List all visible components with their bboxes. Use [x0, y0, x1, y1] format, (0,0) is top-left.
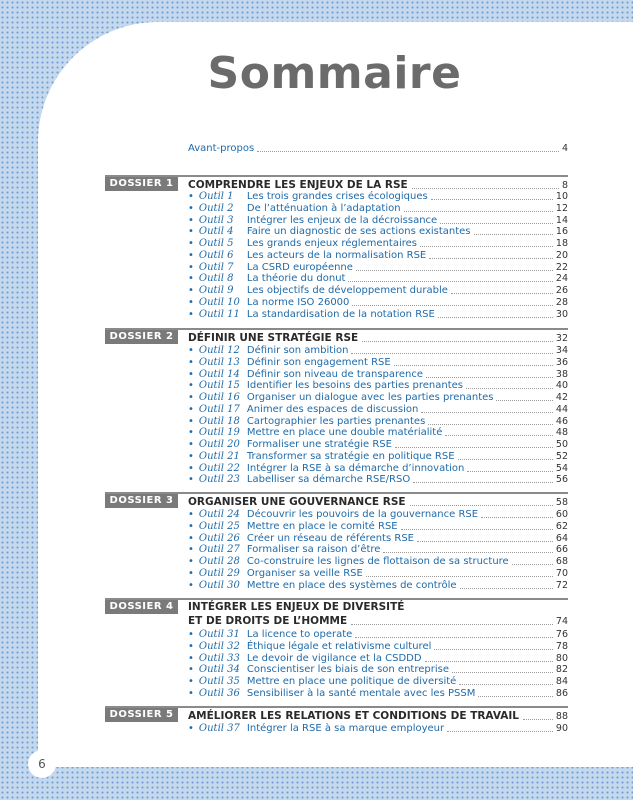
- toc-entry[interactable]: [188, 688, 568, 700]
- leader-dots: [257, 151, 559, 152]
- outil-label: Outil 15: [198, 380, 240, 392]
- intro-entry[interactable]: [188, 143, 568, 155]
- leader-dots: [434, 649, 553, 650]
- bullet-icon: •: [188, 214, 194, 226]
- leader-dots: [352, 305, 553, 306]
- entry-page: 54: [555, 462, 568, 474]
- outil-label: Outil 30: [198, 579, 240, 591]
- outil-label: Outil 11: [198, 308, 240, 320]
- entry-label: Formaliser sa raison d’être: [246, 544, 381, 556]
- outil-label: Outil 37: [198, 723, 240, 734]
- entry-label: Les acteurs de la normalisation RSE: [246, 249, 427, 261]
- leader-dots: [438, 317, 553, 318]
- dossier-badge: DOSSIER 2: [105, 330, 178, 344]
- toc-entry[interactable]: [188, 533, 568, 545]
- entry-page: 48: [555, 427, 568, 439]
- toc-entry[interactable]: [188, 521, 568, 533]
- entry-label: Éthique légale et relativisme culturel: [246, 640, 432, 652]
- leader-dots: [420, 246, 553, 247]
- intro-label: Avant-propos: [188, 143, 255, 154]
- entry-page: 62: [555, 520, 568, 532]
- entry-page: 14: [555, 214, 568, 226]
- outil-label: Outil 36: [198, 687, 240, 699]
- entry-page: 42: [555, 392, 568, 403]
- bullet-icon: •: [188, 664, 194, 676]
- dossier-title[interactable]: [188, 178, 568, 192]
- bullet-icon: •: [188, 509, 194, 520]
- bullet-icon: •: [188, 191, 194, 202]
- outil-label: Outil 6: [198, 249, 234, 261]
- toc-entry[interactable]: [188, 250, 568, 262]
- outil-label: Outil 13: [198, 356, 240, 368]
- entry-label: Découvrir les pouvoirs de la gouvernance RSE: [246, 509, 479, 520]
- bullet-icon: •: [188, 652, 194, 664]
- bullet-icon: •: [188, 238, 194, 249]
- dossier-page: 58: [555, 497, 568, 508]
- leader-dots: [426, 377, 553, 378]
- outil-label: Outil 35: [198, 676, 240, 687]
- entry-label: Organiser sa veille RSE: [246, 567, 363, 579]
- dossier-title-line: INTÉGRER LES ENJEUX DE DIVERSITÉ: [188, 601, 405, 613]
- toc-entry[interactable]: [188, 203, 568, 215]
- outil-label: Outil 23: [198, 474, 240, 486]
- outil-label: Outil 20: [198, 439, 240, 450]
- leader-dots: [362, 341, 553, 342]
- entry-label: Transformer sa stratégie en politique RSE: [246, 450, 455, 462]
- entry-page: 22: [555, 261, 568, 273]
- toc-entry[interactable]: [188, 285, 568, 297]
- toc-entry[interactable]: [188, 427, 568, 439]
- outil-label: Outil 14: [198, 368, 240, 380]
- outil-label: Outil 17: [198, 403, 240, 415]
- entry-page: 70: [555, 567, 568, 579]
- leader-dots: [356, 270, 553, 271]
- leader-dots: [355, 637, 553, 638]
- entry-label: La théorie du donut: [246, 273, 346, 285]
- leader-dots: [459, 684, 553, 685]
- page-number: 6: [28, 750, 56, 778]
- entry-page: 60: [555, 509, 568, 520]
- toc-entry[interactable]: [188, 309, 568, 321]
- entry-label: Mettre en place des systèmes de contrôle: [246, 579, 457, 591]
- bullet-icon: •: [188, 532, 194, 544]
- entry-label: Définir son niveau de transparence: [246, 368, 424, 380]
- entry-label: La CSRD européenne: [246, 261, 353, 273]
- bullet-icon: •: [188, 226, 194, 238]
- entry-page: 44: [555, 403, 568, 415]
- outil-label: Outil 28: [198, 556, 240, 567]
- entry-page: 86: [555, 687, 568, 699]
- toc-entry[interactable]: [188, 723, 568, 735]
- entry-label: Conscientiser les biais de son entreprise: [246, 664, 449, 676]
- outil-label: Outil 34: [198, 664, 240, 676]
- toc-entry[interactable]: [188, 238, 568, 250]
- dossier-badge: DOSSIER 1: [105, 177, 178, 191]
- dossier-badge: DOSSIER 3: [105, 494, 178, 508]
- entry-label: Faire un diagnostic de ses actions existantes: [246, 226, 471, 238]
- leader-dots: [466, 388, 553, 389]
- entry-label: Organiser un dialogue avec les parties prenantes: [246, 392, 494, 403]
- entry-page: 20: [555, 249, 568, 261]
- entry-page: 28: [555, 296, 568, 308]
- toc-entry[interactable]: [188, 664, 568, 676]
- toc-entry[interactable]: [188, 215, 568, 227]
- dossier-badge: DOSSIER 4: [105, 600, 178, 614]
- toc-entry[interactable]: [188, 226, 568, 238]
- entry-label: Créer un réseau de référents RSE: [246, 532, 414, 544]
- leader-dots: [383, 552, 552, 553]
- toc-entry[interactable]: [188, 556, 568, 568]
- entry-label: Les objectifs de développement durable: [246, 285, 448, 296]
- leader-dots: [481, 517, 553, 518]
- entry-label: Animer des espaces de discussion: [246, 403, 419, 415]
- entry-page: 40: [555, 380, 568, 392]
- entry-page: 72: [555, 579, 568, 591]
- leader-dots: [445, 435, 553, 436]
- entry-label: Formaliser une stratégie RSE: [246, 439, 392, 450]
- outil-label: Outil 4: [198, 226, 234, 238]
- leader-dots: [440, 223, 553, 224]
- entry-label: Les grands enjeux réglementaires: [246, 238, 417, 249]
- entry-page: 68: [555, 556, 568, 567]
- outil-label: Outil 9: [198, 285, 234, 296]
- outil-label: Outil 10: [198, 296, 240, 308]
- leader-dots: [413, 482, 553, 483]
- outil-label: Outil 27: [198, 544, 240, 556]
- bullet-icon: •: [188, 723, 194, 734]
- entry-label: La norme ISO 26000: [246, 296, 350, 308]
- toc-entry[interactable]: [188, 676, 568, 688]
- entry-page: 34: [555, 345, 568, 356]
- entry-page: 64: [555, 532, 568, 544]
- dossier-title[interactable]: [188, 614, 568, 628]
- leader-dots: [460, 588, 553, 589]
- bullet-icon: •: [188, 403, 194, 415]
- bullet-icon: •: [188, 676, 194, 687]
- leader-dots: [395, 447, 553, 448]
- bullet-icon: •: [188, 356, 194, 368]
- dossier-title[interactable]: [188, 331, 568, 345]
- leader-dots: [496, 400, 552, 401]
- bullet-icon: •: [188, 567, 194, 579]
- leader-dots: [523, 719, 553, 720]
- leader-dots: [421, 412, 553, 413]
- outil-label: Outil 7: [198, 261, 234, 273]
- bullet-icon: •: [188, 520, 194, 532]
- dossier-page: 88: [555, 711, 568, 722]
- entry-page: 90: [555, 723, 568, 734]
- outil-label: Outil 19: [198, 427, 240, 439]
- entry-page: 36: [555, 356, 568, 368]
- leader-dots: [451, 293, 553, 294]
- entry-label: Labelliser sa démarche RSE/RSO: [246, 474, 411, 486]
- leader-dots: [425, 661, 553, 662]
- entry-page: 56: [555, 474, 568, 486]
- leader-dots: [452, 672, 553, 673]
- toc-entry[interactable]: [188, 641, 568, 653]
- entry-page: 24: [555, 273, 568, 285]
- outil-label: Outil 16: [198, 392, 240, 403]
- entry-page: 52: [555, 450, 568, 462]
- leader-dots: [412, 188, 559, 189]
- bullet-icon: •: [188, 368, 194, 380]
- bullet-icon: •: [188, 345, 194, 356]
- entry-label: Mettre en place une double matérialité: [246, 427, 443, 439]
- outil-label: Outil 31: [198, 629, 240, 640]
- entry-page: 26: [555, 285, 568, 296]
- entry-page: 84: [555, 676, 568, 687]
- outil-label: Outil 18: [198, 415, 240, 427]
- entry-label: Co-construire les lignes de flottaison de sa structure: [246, 556, 509, 567]
- bullet-icon: •: [188, 308, 194, 320]
- bullet-icon: •: [188, 427, 194, 439]
- dossier-page: 74: [555, 616, 568, 627]
- toc-entry[interactable]: [188, 262, 568, 274]
- leader-dots: [474, 234, 553, 235]
- bullet-icon: •: [188, 296, 194, 308]
- toc-entry[interactable]: [188, 416, 568, 428]
- leader-dots: [431, 199, 553, 200]
- dossier-title-text: AMÉLIORER LES RELATIONS ET CONDITIONS DE TRAVAIL: [188, 710, 519, 722]
- entry-page: 66: [555, 544, 568, 556]
- outil-label: Outil 29: [198, 567, 240, 579]
- toc-entry[interactable]: [188, 380, 568, 392]
- bullet-icon: •: [188, 392, 194, 403]
- toc-entry[interactable]: [188, 544, 568, 556]
- entry-label: Mettre en place une politique de diversité: [246, 676, 457, 687]
- toc-entry[interactable]: [188, 297, 568, 309]
- bullet-icon: •: [188, 415, 194, 427]
- toc-entry[interactable]: [188, 451, 568, 463]
- leader-dots: [410, 505, 553, 506]
- toc-entry[interactable]: [188, 474, 568, 486]
- leader-dots: [348, 281, 552, 282]
- toc-entry[interactable]: [188, 463, 568, 475]
- dossier-title-text: ORGANISER UNE GOUVERNANCE RSE: [188, 496, 406, 508]
- toc-entry[interactable]: [188, 369, 568, 381]
- bullet-icon: •: [188, 462, 194, 474]
- dossier-title-text: ET DE DROITS DE L’HOMME: [188, 615, 348, 627]
- entry-label: La standardisation de la notation RSE: [246, 308, 435, 320]
- intro-page: 4: [561, 143, 568, 154]
- toc-entry[interactable]: [188, 439, 568, 451]
- toc-entry[interactable]: [188, 191, 568, 203]
- entry-label: Intégrer les enjeux de la décroissance: [246, 214, 438, 226]
- entry-label: La licence to operate: [246, 629, 353, 640]
- entry-page: 80: [555, 652, 568, 664]
- dossier-title[interactable]: [188, 495, 568, 509]
- toc-entry[interactable]: [188, 357, 568, 369]
- toc-entry[interactable]: [188, 509, 568, 521]
- dossier-title[interactable]: [188, 709, 568, 723]
- leader-dots: [404, 211, 553, 212]
- outil-label: Outil 12: [198, 345, 240, 356]
- bullet-icon: •: [188, 202, 194, 214]
- outil-label: Outil 32: [198, 640, 240, 652]
- dossier-title-text: COMPRENDRE LES ENJEUX DE LA RSE: [188, 179, 408, 191]
- entry-page: 10: [555, 191, 568, 202]
- entry-page: 82: [555, 664, 568, 676]
- entry-label: Sensibiliser à la santé mentale avec les PSSM: [246, 687, 476, 699]
- outil-label: Outil 8: [198, 273, 234, 285]
- toc-entry[interactable]: [188, 273, 568, 285]
- outil-label: Outil 3: [198, 214, 234, 226]
- leader-dots: [351, 624, 553, 625]
- entry-page: 12: [555, 202, 568, 214]
- entry-label: Le devoir de vigilance et la CSDDD: [246, 652, 422, 664]
- dossier-page: 8: [561, 180, 568, 191]
- bullet-icon: •: [188, 249, 194, 261]
- leader-dots: [417, 541, 553, 542]
- entry-label: De l’atténuation à l’adaptation: [246, 202, 401, 214]
- outil-label: Outil 24: [198, 509, 240, 520]
- entry-page: 46: [555, 415, 568, 427]
- dossier-badge: DOSSIER 5: [105, 708, 178, 722]
- entry-label: Intégrer la RSE à sa marque employeur: [246, 723, 445, 734]
- entry-page: 76: [555, 629, 568, 640]
- outil-label: Outil 2: [198, 202, 234, 214]
- entry-label: Cartographier les parties prenantes: [246, 415, 426, 427]
- entry-page: 78: [555, 640, 568, 652]
- page-title: Sommaire: [207, 48, 462, 99]
- leader-dots: [401, 529, 553, 530]
- bullet-icon: •: [188, 439, 194, 450]
- outil-label: Outil 21: [198, 450, 240, 462]
- entry-label: Identifier les besoins des parties prenantes: [246, 380, 463, 392]
- bullet-icon: •: [188, 285, 194, 296]
- toc-entry[interactable]: [188, 653, 568, 665]
- toc-entry[interactable]: [188, 392, 568, 404]
- leader-dots: [428, 424, 553, 425]
- entry-label: Mettre en place le comité RSE: [246, 520, 398, 532]
- entry-label: Les trois grandes crises écologiques: [246, 191, 428, 202]
- bullet-icon: •: [188, 687, 194, 699]
- entry-label: Définir son ambition: [246, 345, 349, 356]
- dossier-page: 32: [555, 333, 568, 344]
- leader-dots: [447, 731, 553, 732]
- outil-label: Outil 5: [198, 238, 234, 249]
- outil-label: Outil 26: [198, 532, 240, 544]
- leader-dots: [366, 576, 553, 577]
- outil-label: Outil 25: [198, 520, 240, 532]
- bullet-icon: •: [188, 261, 194, 273]
- toc-entry[interactable]: [188, 580, 568, 592]
- leader-dots: [458, 459, 553, 460]
- entry-label: Intégrer la RSE à sa démarche d’innovation: [246, 462, 465, 474]
- entry-page: 18: [555, 238, 568, 249]
- bullet-icon: •: [188, 544, 194, 556]
- outil-label: Outil 22: [198, 462, 240, 474]
- leader-dots: [394, 365, 553, 366]
- bullet-icon: •: [188, 579, 194, 591]
- entry-page: 30: [555, 308, 568, 320]
- leader-dots: [478, 696, 553, 697]
- leader-dots: [467, 471, 553, 472]
- bullet-icon: •: [188, 474, 194, 486]
- outil-label: Outil 1: [198, 191, 234, 202]
- toc-entry[interactable]: [188, 568, 568, 580]
- bullet-icon: •: [188, 556, 194, 567]
- outil-label: Outil 33: [198, 652, 240, 664]
- dossier-title-text: DÉFINIR UNE STRATÉGIE RSE: [188, 332, 359, 344]
- leader-dots: [512, 564, 553, 565]
- bullet-icon: •: [188, 380, 194, 392]
- leader-dots: [429, 258, 553, 259]
- entry-page: 50: [555, 439, 568, 450]
- bullet-icon: •: [188, 450, 194, 462]
- bullet-icon: •: [188, 629, 194, 640]
- entry-page: 38: [555, 368, 568, 380]
- bullet-icon: •: [188, 640, 194, 652]
- entry-label: Définir son engagement RSE: [246, 356, 391, 368]
- toc-entry[interactable]: [188, 345, 568, 357]
- toc-entry[interactable]: [188, 404, 568, 416]
- bullet-icon: •: [188, 273, 194, 285]
- entry-page: 16: [555, 226, 568, 238]
- toc-entry[interactable]: [188, 629, 568, 641]
- leader-dots: [351, 353, 552, 354]
